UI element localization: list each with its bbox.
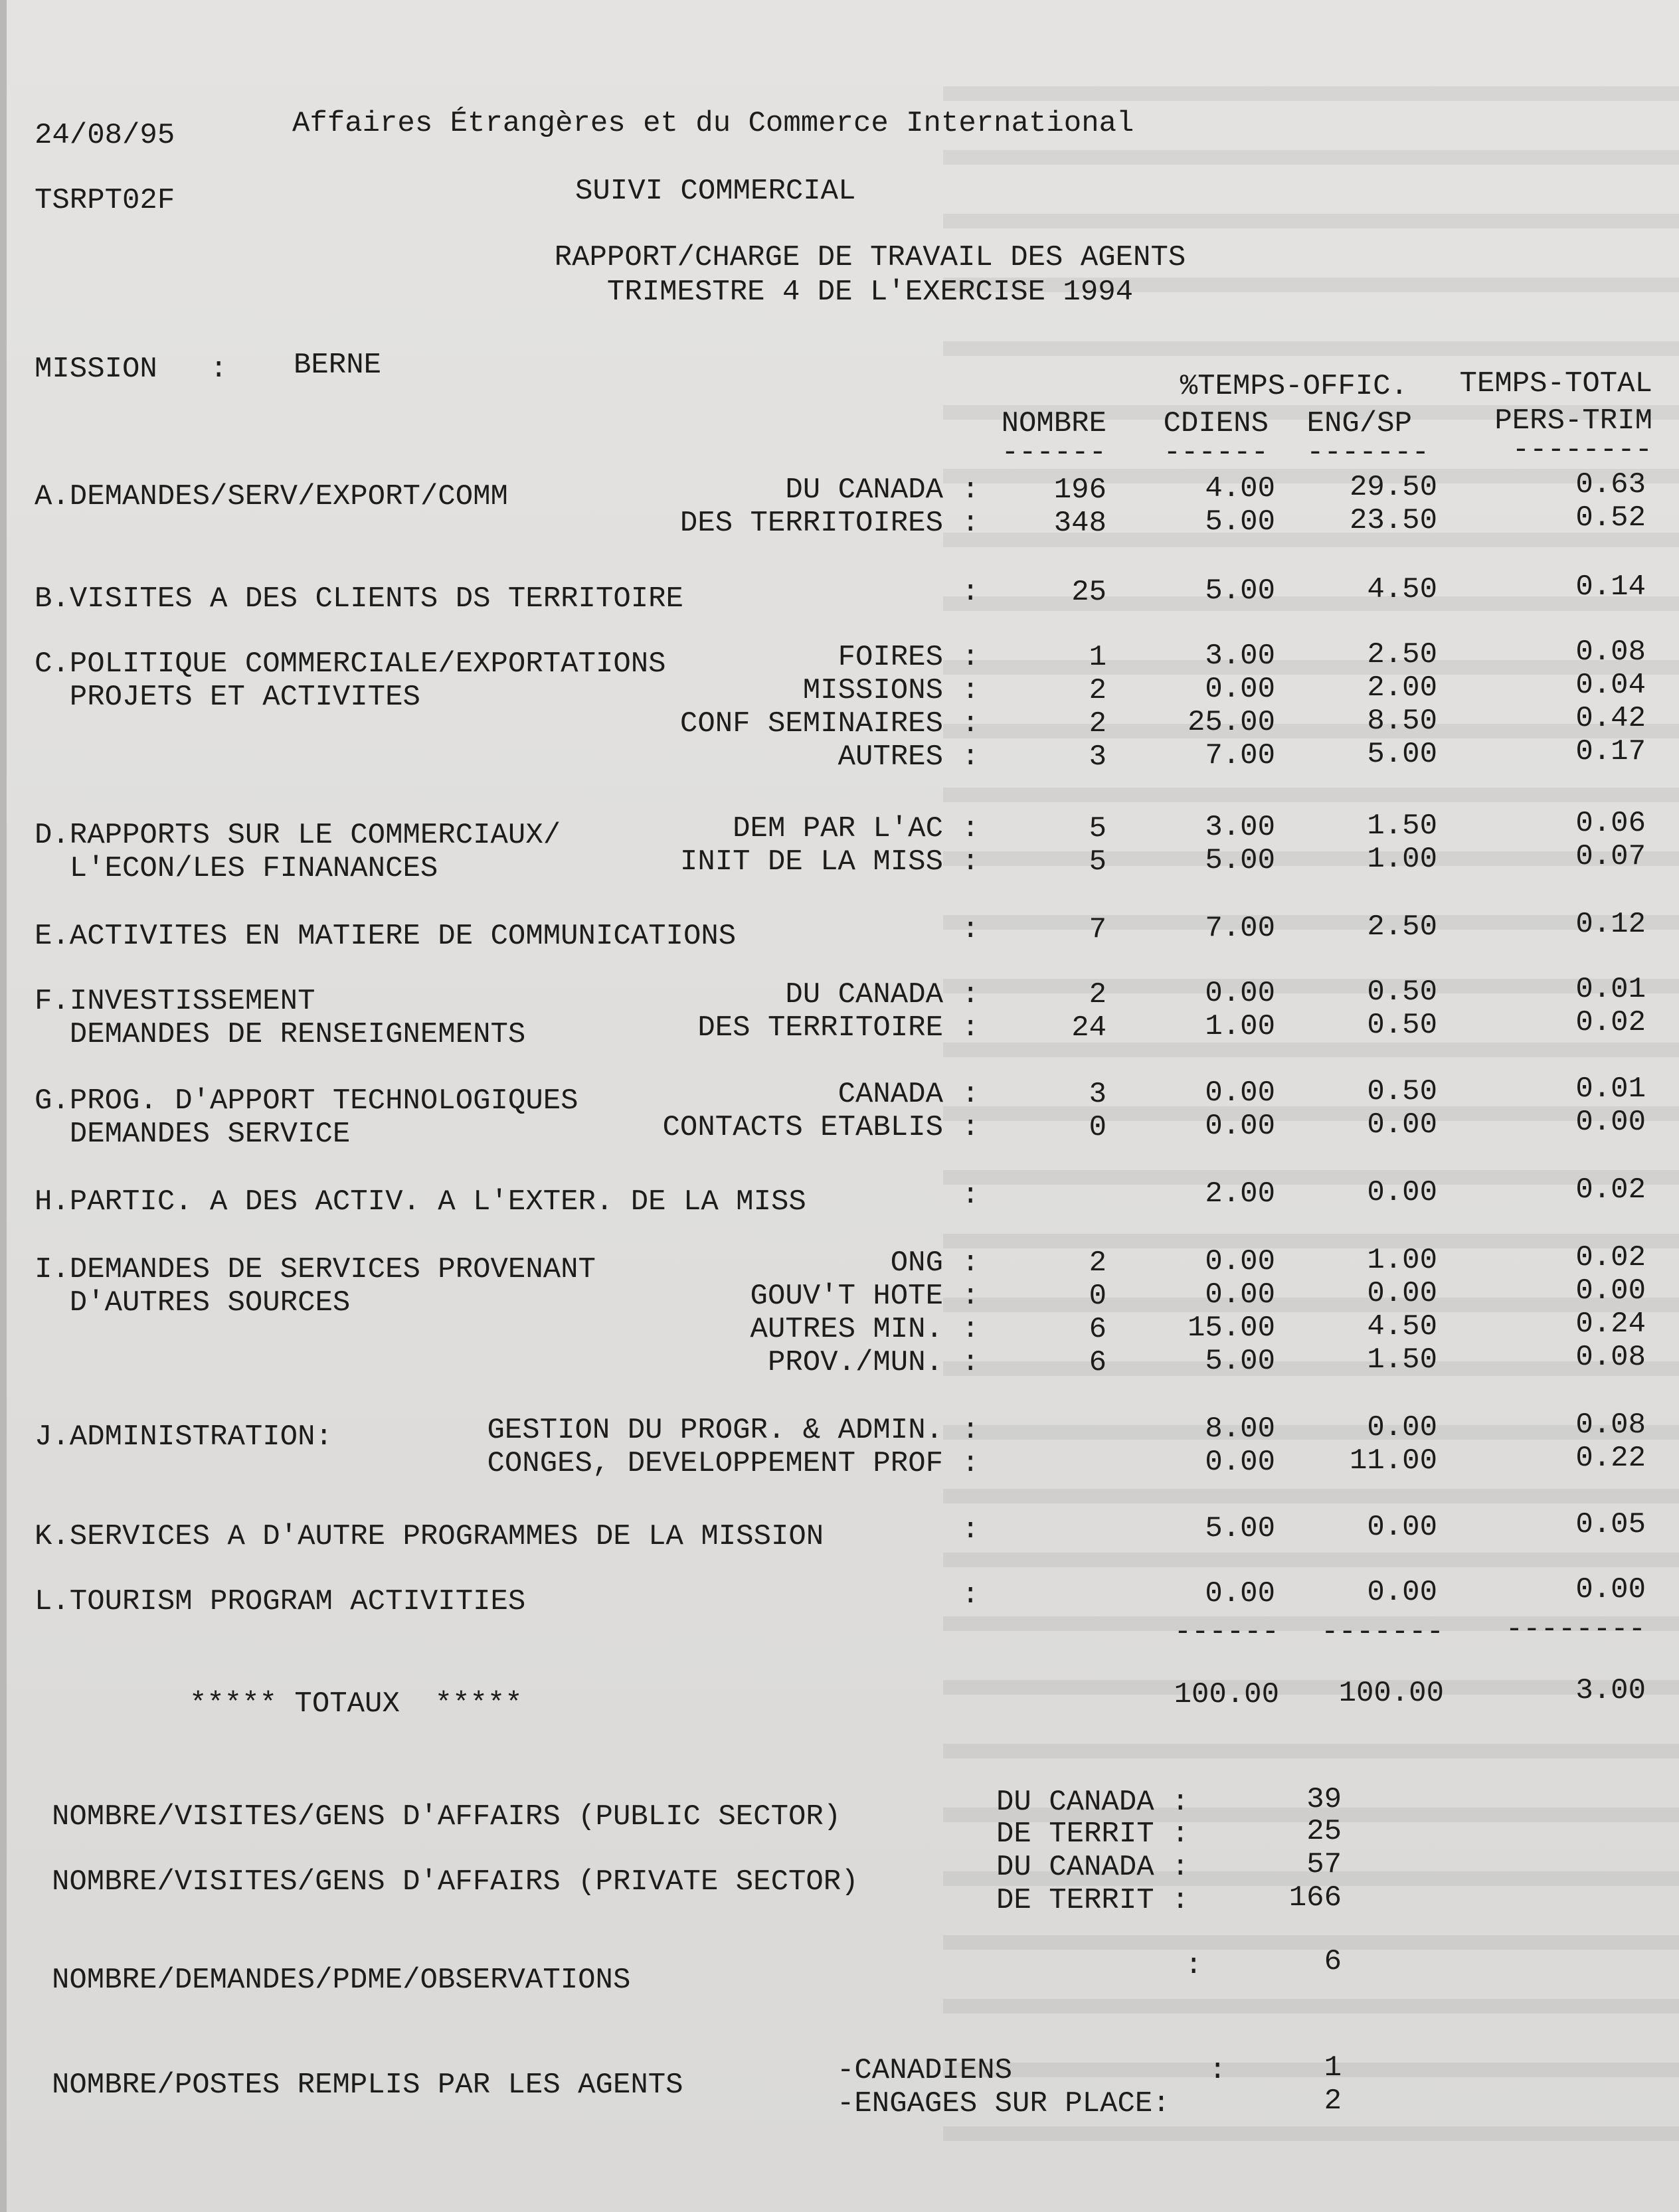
row-colon: : — [962, 507, 980, 540]
totals-label: ***** TOTAUX ***** — [189, 1687, 523, 1721]
row-subcategory: CONF SEMINAIRES — [679, 707, 943, 740]
totals-rule-pers: -------- — [1505, 1613, 1646, 1646]
row-cdiens: 1.00 — [1205, 1010, 1275, 1043]
row-colon: : — [962, 812, 980, 845]
row-perstrim: 0.02 — [1575, 1173, 1646, 1207]
row-cdiens: 0.00 — [1205, 1245, 1275, 1278]
row-perstrim: 0.02 — [1575, 1241, 1646, 1274]
row-colon: : — [962, 1111, 980, 1144]
row-perstrim: 0.08 — [1575, 1341, 1646, 1374]
row-perstrim: 0.00 — [1575, 1106, 1646, 1139]
row-nombre: 2 — [1089, 1246, 1106, 1280]
row-colon: : — [962, 1578, 980, 1612]
summary-sub: DU CANADA : — [996, 1786, 1190, 1819]
summary-label: NOMBRE/DEMANDES/PDME/OBSERVATIONS — [52, 1964, 631, 1997]
row-perstrim: 0.12 — [1575, 908, 1646, 941]
row-nombre: 196 — [1053, 473, 1106, 507]
summary-label: NOMBRE/POSTES REMPLIS PAR LES AGENTS — [52, 2069, 683, 2102]
row-colon: : — [962, 1078, 980, 1111]
col-rule-nombre: ------ — [1001, 436, 1106, 469]
row-cdiens: 0.00 — [1205, 673, 1275, 706]
row-engsp: 0.50 — [1367, 976, 1437, 1009]
row-perstrim: 0.08 — [1575, 636, 1646, 669]
row-cdiens: 5.00 — [1205, 1512, 1275, 1545]
row-category: A.DEMANDES/SERV/EXPORT/COMM — [35, 480, 508, 513]
row-perstrim: 0.17 — [1575, 735, 1646, 768]
col-rule-cdiens: ------ — [1163, 436, 1269, 469]
row-perstrim: 0.06 — [1575, 807, 1646, 840]
summary-sub: -ENGAGES SUR PLACE: — [837, 2087, 1170, 2120]
row-category: L'ECON/LES FINANANCES — [35, 852, 438, 885]
scan-left-edge — [0, 0, 7, 2212]
row-cdiens: 25.00 — [1187, 706, 1275, 739]
row-perstrim: 0.14 — [1575, 570, 1646, 604]
row-colon: : — [962, 1513, 980, 1547]
row-colon: : — [962, 641, 980, 674]
report-subtitle: TRIMESTRE 4 DE L'EXERCISE 1994 — [606, 276, 1134, 309]
row-cdiens: 7.00 — [1205, 739, 1275, 772]
row-nombre: 7 — [1089, 913, 1106, 946]
row-nombre: 6 — [1089, 1346, 1106, 1379]
row-subcategory: CONGES, DEVELOPPEMENT PROF — [487, 1447, 943, 1480]
row-perstrim: 0.07 — [1575, 840, 1646, 873]
col-header-perstrim: PERS-TRIM — [1494, 404, 1652, 438]
row-cdiens: 5.00 — [1205, 505, 1275, 539]
row-perstrim: 0.05 — [1575, 1508, 1646, 1541]
row-subcategory: PROV./MUN. — [767, 1346, 943, 1379]
row-nombre: 0 — [1089, 1111, 1106, 1144]
row-engsp: 1.00 — [1367, 843, 1437, 876]
mission-label: MISSION : — [35, 353, 228, 386]
row-cdiens: 4.00 — [1205, 472, 1275, 505]
row-engsp: 23.50 — [1349, 504, 1437, 537]
row-nombre: 5 — [1089, 812, 1106, 845]
row-subcategory: DU CANADA — [785, 473, 943, 507]
report-code: TSRPT02F — [35, 184, 175, 217]
row-cdiens: 7.00 — [1205, 912, 1275, 945]
row-colon: : — [962, 1246, 980, 1280]
totals-rule-cdiens: ------ — [1174, 1616, 1279, 1649]
row-subcategory: AUTRES — [838, 740, 943, 774]
row-cdiens: 5.00 — [1205, 844, 1275, 877]
col-group-pct-temps: %TEMPS-OFFIC. — [1180, 370, 1408, 403]
row-engsp: 2.00 — [1367, 671, 1437, 705]
row-engsp: 0.00 — [1367, 1576, 1437, 1609]
row-perstrim: 0.22 — [1575, 1442, 1646, 1475]
row-engsp: 5.00 — [1367, 738, 1437, 771]
row-engsp: 0.50 — [1367, 1075, 1437, 1108]
summary-sub: DE TERRIT : — [996, 1818, 1190, 1851]
totals-cdiens: 100.00 — [1174, 1678, 1279, 1711]
ministry-name: Affaires Étrangères et du Commerce International — [292, 107, 1134, 140]
col-rule-perstrim: -------- — [1512, 434, 1652, 467]
row-colon: : — [962, 1179, 980, 1212]
report-title: RAPPORT/CHARGE DE TRAVAIL DES AGENTS — [554, 241, 1186, 274]
row-colon: : — [962, 473, 980, 507]
row-cdiens: 15.00 — [1187, 1312, 1275, 1345]
row-colon: : — [962, 845, 980, 879]
row-engsp: 0.00 — [1367, 1108, 1437, 1142]
system-name: SUIVI COMMERCIAL — [575, 175, 856, 208]
row-nombre: 3 — [1089, 1078, 1106, 1111]
row-category: D.RAPPORTS SUR LE COMMERCIAUX/ — [35, 819, 561, 852]
summary-sub: DU CANADA : — [996, 1851, 1190, 1884]
summary-value: 1 — [1324, 2051, 1342, 2084]
row-subcategory: DES TERRITOIRES — [679, 507, 943, 540]
row-category: F.INVESTISSEMENT — [35, 985, 315, 1018]
summary-value: 2 — [1324, 2084, 1342, 2118]
row-engsp: 0.00 — [1367, 1277, 1437, 1310]
row-nombre: 3 — [1089, 740, 1106, 774]
totals-engsp: 100.00 — [1338, 1677, 1444, 1710]
row-engsp: 1.50 — [1367, 809, 1437, 843]
row-colon: : — [962, 1280, 980, 1313]
row-engsp: 8.50 — [1367, 705, 1437, 738]
summary-label: NOMBRE/VISITES/GENS D'AFFAIRS (PUBLIC SECTOR) — [52, 1800, 841, 1833]
summary-value: 166 — [1288, 1881, 1342, 1914]
row-nombre: 1 — [1089, 641, 1106, 674]
row-perstrim: 0.24 — [1575, 1308, 1646, 1341]
row-subcategory: DU CANADA — [785, 978, 943, 1011]
row-perstrim: 0.00 — [1575, 1573, 1646, 1606]
row-perstrim: 0.01 — [1575, 973, 1646, 1006]
summary-sub: : — [1185, 1949, 1203, 1982]
row-cdiens: 2.00 — [1205, 1177, 1275, 1211]
row-colon: : — [962, 674, 980, 707]
row-category: B.VISITES A DES CLIENTS DS TERRITOIRE — [35, 582, 683, 616]
row-category: G.PROG. D'APPORT TECHNOLOGIQUES — [35, 1084, 578, 1118]
col-header-nombre: NOMBRE — [1001, 407, 1106, 440]
row-cdiens: 8.00 — [1205, 1412, 1275, 1446]
row-cdiens: 5.00 — [1205, 574, 1275, 608]
summary-value: 25 — [1306, 1815, 1342, 1848]
row-cdiens: 0.00 — [1205, 1076, 1275, 1110]
row-subcategory: GOUV'T HOTE — [750, 1280, 943, 1313]
row-engsp: 0.00 — [1367, 1511, 1437, 1544]
row-cdiens: 3.00 — [1205, 811, 1275, 844]
row-perstrim: 0.08 — [1575, 1408, 1646, 1442]
summary-value: 57 — [1306, 1848, 1342, 1881]
row-category: PROJETS ET ACTIVITES — [35, 681, 420, 714]
row-nombre: 2 — [1089, 978, 1106, 1011]
row-nombre: 2 — [1089, 707, 1106, 740]
row-colon: : — [962, 1346, 980, 1379]
row-engsp: 0.50 — [1367, 1009, 1437, 1042]
col-header-cdiens: CDIENS — [1163, 407, 1269, 440]
row-nombre: 5 — [1089, 845, 1106, 879]
summary-value: 6 — [1324, 1945, 1342, 1978]
row-perstrim: 0.42 — [1575, 702, 1646, 735]
row-engsp: 29.50 — [1349, 471, 1437, 504]
row-colon: : — [962, 1011, 980, 1045]
summary-sub: DE TERRIT : — [996, 1884, 1190, 1917]
totals-pers: 3.00 — [1575, 1674, 1646, 1707]
row-cdiens: 0.00 — [1205, 1446, 1275, 1479]
row-engsp: 2.50 — [1367, 638, 1437, 671]
row-category: C.POLITIQUE COMMERCIALE/EXPORTATIONS — [35, 647, 666, 681]
summary-colon: : — [1209, 2054, 1227, 2087]
row-colon: : — [962, 707, 980, 740]
row-category: K.SERVICES A D'AUTRE PROGRAMMES DE LA MISSION — [35, 1520, 824, 1553]
row-perstrim: 0.52 — [1575, 501, 1646, 535]
row-cdiens: 0.00 — [1205, 1577, 1275, 1610]
row-colon: : — [962, 978, 980, 1011]
summary-sub: -CANADIENS — [837, 2054, 1013, 2087]
row-subcategory: ONG — [890, 1246, 943, 1280]
row-engsp: 1.00 — [1367, 1244, 1437, 1277]
row-engsp: 4.50 — [1367, 573, 1437, 606]
row-colon: : — [962, 1313, 980, 1346]
row-category: D'AUTRES SOURCES — [35, 1286, 351, 1319]
col-rule-engsp: ------- — [1306, 436, 1429, 469]
row-colon: : — [962, 576, 980, 609]
row-perstrim: 0.01 — [1575, 1072, 1646, 1106]
row-cdiens: 0.00 — [1205, 1278, 1275, 1312]
row-nombre: 348 — [1053, 507, 1106, 540]
row-nombre: 0 — [1089, 1280, 1106, 1313]
row-engsp: 0.00 — [1367, 1176, 1437, 1209]
row-category: DEMANDES SERVICE — [35, 1118, 351, 1151]
row-engsp: 4.50 — [1367, 1310, 1437, 1343]
row-perstrim: 0.00 — [1575, 1274, 1646, 1308]
row-nombre: 6 — [1089, 1313, 1106, 1346]
row-cdiens: 3.00 — [1205, 639, 1275, 673]
row-perstrim: 0.04 — [1575, 669, 1646, 702]
row-subcategory: DES TERRITOIRE — [697, 1011, 943, 1045]
row-cdiens: 0.00 — [1205, 1110, 1275, 1143]
row-cdiens: 0.00 — [1205, 977, 1275, 1010]
row-category: DEMANDES DE RENSEIGNEMENTS — [35, 1018, 526, 1051]
row-category: E.ACTIVITES EN MATIERE DE COMMUNICATIONS — [35, 920, 737, 953]
row-subcategory: DEM PAR L'AC — [733, 812, 943, 845]
row-colon: : — [962, 1414, 980, 1447]
row-subcategory: MISSIONS — [802, 674, 943, 707]
row-subcategory: AUTRES MIN. — [750, 1313, 943, 1346]
row-category: J.ADMINISTRATION: — [35, 1420, 333, 1454]
row-perstrim: 0.02 — [1575, 1006, 1646, 1039]
summary-label: NOMBRE/VISITES/GENS D'AFFAIRS (PRIVATE SECTOR) — [52, 1865, 859, 1899]
row-engsp: 11.00 — [1349, 1444, 1437, 1478]
row-engsp: 1.50 — [1367, 1343, 1437, 1377]
row-colon: : — [962, 740, 980, 774]
row-colon: : — [962, 1447, 980, 1480]
row-nombre: 24 — [1071, 1011, 1106, 1045]
row-engsp: 0.00 — [1367, 1411, 1437, 1444]
row-nombre: 25 — [1071, 576, 1106, 609]
row-subcategory: FOIRES — [838, 641, 943, 674]
row-engsp: 2.50 — [1367, 910, 1437, 944]
summary-value: 39 — [1306, 1783, 1342, 1816]
row-subcategory: CANADA — [838, 1078, 943, 1111]
row-colon: : — [962, 913, 980, 946]
col-group-temps-total: TEMPS-TOTAL — [1459, 367, 1652, 400]
row-subcategory: GESTION DU PROGR. & ADMIN. — [487, 1414, 943, 1447]
row-subcategory: CONTACTS ETABLIS — [662, 1111, 943, 1144]
totals-rule-engsp: ------- — [1321, 1616, 1444, 1649]
row-nombre: 2 — [1089, 674, 1106, 707]
row-category: I.DEMANDES DE SERVICES PROVENANT — [35, 1253, 596, 1286]
row-category: L.TOURISM PROGRAM ACTIVITIES — [35, 1585, 526, 1618]
row-subcategory: INIT DE LA MISS — [679, 845, 943, 879]
row-cdiens: 5.00 — [1205, 1345, 1275, 1378]
report-date: 24/08/95 — [35, 119, 175, 152]
row-perstrim: 0.63 — [1575, 468, 1646, 501]
mission-value: BERNE — [294, 349, 382, 382]
col-header-engsp: ENG/SP — [1306, 407, 1412, 440]
row-category: H.PARTIC. A DES ACTIV. A L'EXTER. DE LA MISS — [35, 1185, 806, 1219]
